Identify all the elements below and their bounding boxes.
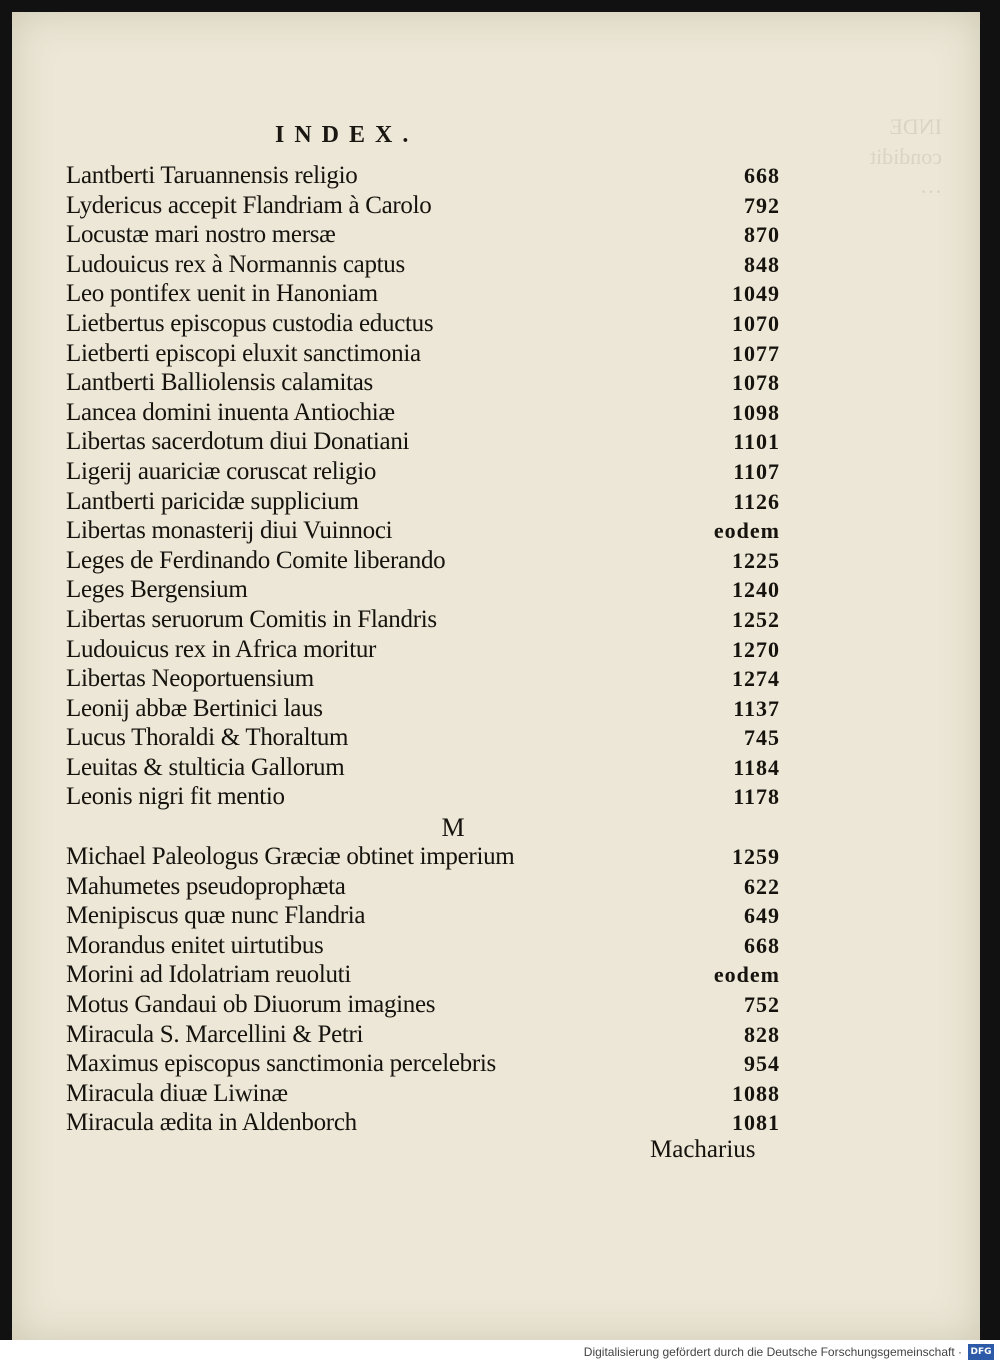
entry-term: Libertas Neoportuensium: [66, 665, 314, 693]
index-entry: [66, 547, 780, 577]
entry-term: Ligerij auariciæ coruscat religio: [66, 457, 377, 485]
entry-reference: 792: [744, 192, 780, 218]
index-entry: [66, 251, 780, 281]
index-entry: [66, 843, 780, 873]
entry-reference: 828: [744, 1021, 780, 1047]
index-entry: [66, 636, 780, 666]
entry-term: Leo pontifex uenit in Hanoniam: [66, 280, 378, 308]
entry-reference: 1270: [732, 636, 780, 662]
entry-reference: 1137: [733, 695, 780, 721]
entry-reference: 1274: [732, 666, 780, 692]
index-entry: [66, 1021, 780, 1051]
index-entry: [66, 399, 780, 429]
index-entry: [66, 606, 780, 636]
entry-term: Libertas seruorum Comitis in Flandris: [66, 605, 437, 633]
entry-term: Ludouicus rex in Africa moritur: [66, 635, 377, 663]
entry-term: Lydericus accepit Flandriam à Carolo: [66, 191, 432, 219]
show-through-text: INDE condidit …: [869, 114, 942, 198]
entry-term: Menipiscus quæ nunc Flandria: [66, 902, 366, 930]
entry-term: Maximus episcopus sanctimonia percelebris: [66, 1050, 496, 1078]
entry-reference: 668: [744, 163, 780, 188]
catchword: Macharius: [650, 1136, 756, 1163]
entry-term: Leonis nigri fit mentio: [66, 783, 285, 811]
index-entry: [66, 932, 780, 962]
entry-reference: 1107: [733, 458, 780, 484]
entry-term: Miracula ædita in Aldenborch: [66, 1109, 357, 1137]
running-head: INDEX.: [275, 122, 419, 148]
entry-reference: 1049: [732, 281, 780, 307]
entry-term: Lantberti Balliolensis calamitas: [66, 369, 373, 397]
entry-term: Lantberti Taruannensis religio: [66, 162, 358, 189]
index-entry: [66, 310, 780, 340]
entry-reference: 1240: [732, 577, 780, 603]
entry-reference: 1088: [732, 1080, 780, 1106]
index-entry: [66, 724, 780, 754]
index-entry: [66, 1050, 780, 1080]
index-entry: [66, 961, 780, 991]
entry-term: Lietbertus episcopus custodia eductus: [66, 309, 434, 337]
index-entry: [66, 369, 780, 399]
entry-reference: 1077: [732, 340, 780, 366]
entry-reference: 1225: [732, 547, 780, 573]
index-entry: [66, 221, 780, 251]
index-entry: [66, 517, 780, 547]
entry-reference: 1070: [732, 310, 780, 336]
entry-reference: 1081: [732, 1110, 780, 1136]
entry-term: Lietberti episcopi eluxit sanctimonia: [66, 339, 421, 367]
entry-term: Lancea domini inuenta Antiochiæ: [66, 398, 395, 426]
entry-reference: 1178: [733, 784, 780, 810]
index-entry: [66, 192, 780, 222]
index-entry: [66, 1109, 780, 1139]
entry-reference: 954: [744, 1051, 780, 1077]
index-entry: [66, 754, 780, 784]
index-entry: [66, 902, 780, 932]
entry-reference: 1098: [732, 399, 780, 425]
entry-reference: 1126: [733, 488, 780, 514]
entry-reference: 752: [744, 992, 780, 1018]
entry-term: Lantberti paricidæ supplicium: [66, 487, 359, 515]
entry-term: Morandus enitet uirtutibus: [66, 931, 324, 959]
digitization-footer: [0, 1340, 1000, 1364]
entry-term: Miracula S. Marcellini & Petri: [66, 1020, 364, 1048]
entry-term: Motus Gandaui ob Diuorum imagines: [66, 991, 436, 1019]
entry-reference: 870: [744, 222, 780, 248]
entry-reference: 649: [744, 903, 780, 929]
entry-term: Leuitas & stulticia Gallorum: [66, 753, 345, 781]
index-entry: [66, 340, 780, 370]
entry-term: Mahumetes pseudoprophæta: [66, 872, 346, 900]
entry-term: Lucus Thoraldi & Thoraltum: [66, 724, 349, 752]
entry-term: Leges Bergensium: [66, 576, 248, 604]
entry-reference: 1101: [733, 429, 780, 455]
index-entry: [66, 162, 780, 192]
index-entry: [66, 695, 780, 725]
index-entries: [66, 162, 780, 1139]
entry-reference: 1259: [732, 844, 780, 870]
dfg-logo: DFG: [968, 1344, 994, 1360]
entry-term: Morini ad Idolatriam reuoluti: [66, 961, 351, 989]
index-entry: [66, 991, 780, 1021]
index-entry: [66, 458, 780, 488]
entry-reference: eodem: [713, 962, 780, 988]
index-entry: [66, 576, 780, 606]
index-entry: [66, 1080, 780, 1110]
entry-reference: 1078: [732, 370, 780, 396]
index-entry: [66, 665, 780, 695]
funding-credit: Digitalisierung gefördert durch die Deutsche Forschungsgemeinschaft ·: [583, 1345, 962, 1359]
entry-term: Locustæ mari nostro mersæ: [66, 221, 336, 249]
entry-term: Miracula diuæ Liwinæ: [66, 1079, 288, 1107]
index-entry: [66, 873, 780, 903]
index-entry: [66, 280, 780, 310]
entry-term: Libertas monasterij diui Vuinnoci: [66, 517, 393, 545]
entry-reference: 1184: [733, 754, 780, 780]
entry-term: Leonij abbæ Bertinici laus: [66, 694, 323, 722]
entry-term: Michael Paleologus Græciæ obtinet imperium: [66, 843, 515, 871]
entry-term: Libertas sacerdotum diui Donatiani: [66, 428, 410, 456]
entry-reference: eodem: [713, 518, 780, 544]
index-entry: [66, 488, 780, 518]
entry-term: Leges de Ferdinando Comite liberando: [66, 546, 446, 574]
entry-reference: 1252: [732, 606, 780, 632]
entry-reference: 668: [744, 932, 780, 958]
entry-term: Ludouicus rex à Normannis captus: [66, 250, 405, 278]
entry-reference: 745: [744, 725, 780, 751]
entry-reference: 848: [744, 251, 780, 277]
index-section-l: [66, 162, 780, 813]
index-entry: [66, 783, 780, 813]
entry-reference: 622: [744, 873, 780, 899]
index-section-m: [66, 843, 780, 1139]
section-letter-m: M: [441, 813, 465, 843]
index-entry: [66, 428, 780, 458]
